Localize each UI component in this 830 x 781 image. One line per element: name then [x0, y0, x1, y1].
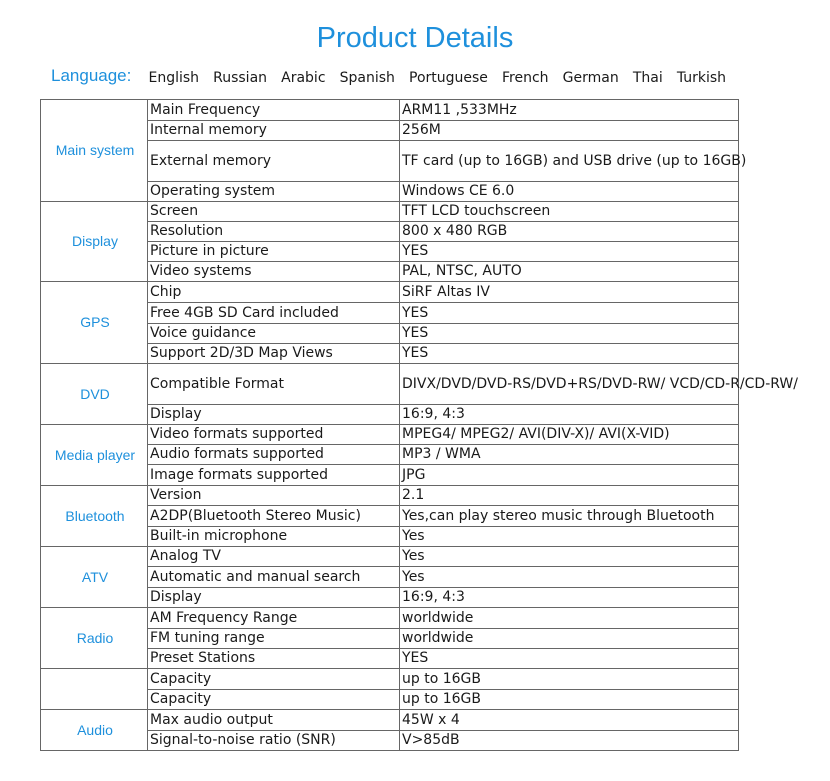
feature-cell: Video systems [148, 262, 400, 282]
value-cell: 2.1 [400, 486, 739, 506]
feature-cell: Capacity [148, 690, 400, 710]
value-cell: Windows CE 6.0 [400, 182, 739, 202]
value-cell: PAL, NTSC, AUTO [400, 262, 739, 282]
feature-cell: Audio formats supported [148, 445, 400, 465]
category-gps: GPS [41, 282, 148, 364]
feature-cell: AM Frequency Range [148, 608, 400, 629]
value-cell: Yes [400, 547, 739, 567]
feature-cell: A2DP(Bluetooth Stereo Music) [148, 506, 400, 527]
language-item: Spanish [339, 70, 395, 86]
table-row [41, 710, 739, 731]
feature-cell: Image formats supported [148, 465, 400, 486]
value-cell: worldwide [400, 608, 739, 629]
language-item: French [502, 70, 549, 86]
category-dvd: DVD [41, 364, 148, 425]
value-cell: YES [400, 344, 739, 364]
value-cell: V>85dB [400, 731, 739, 751]
feature-cell: Compatible Format [148, 364, 400, 405]
category-media-player: Media player [41, 425, 148, 486]
feature-cell: Voice guidance [148, 324, 400, 344]
value-cell: MPEG4/ MPEG2/ AVI(DIV-X)/ AVI(X-VID) [400, 425, 739, 445]
feature-cell: Analog TV [148, 547, 400, 567]
value-cell: YES [400, 649, 739, 669]
language-item: Portuguese [409, 70, 488, 86]
value-cell: YES [400, 242, 739, 262]
language-item: English [148, 70, 200, 86]
language-item: Turkish [676, 70, 727, 86]
value-cell: 45W x 4 [400, 710, 739, 731]
category-radio: Radio [41, 608, 148, 669]
value-cell: Yes [400, 527, 739, 547]
value-cell: Yes,can play stereo music through Bluetooth [400, 506, 739, 527]
feature-cell: Built-in microphone [148, 527, 400, 547]
value-cell: 256M [400, 121, 739, 141]
value-cell: ARM11 ,533MHz [400, 100, 739, 121]
table-row [41, 547, 739, 567]
category-display: Display [41, 202, 148, 282]
table-row [41, 425, 739, 445]
language-item: German [562, 70, 619, 86]
value-cell: YES [400, 303, 739, 324]
value-cell: up to 16GB [400, 669, 739, 690]
category-main-system: Main system [41, 100, 148, 202]
language-row [51, 66, 735, 90]
value-cell: 16:9, 4:3 [400, 405, 739, 425]
feature-cell: Automatic and manual search [148, 567, 400, 588]
language-item: Arabic [281, 70, 326, 86]
feature-cell: Max audio output [148, 710, 400, 731]
value-cell: YES [400, 324, 739, 344]
feature-cell: Internal memory [148, 121, 400, 141]
feature-cell: FM tuning range [148, 629, 400, 649]
value-cell: DIVX/DVD/DVD-RS/DVD+RS/DVD-RW/ VCD/CD-R/CD-RW/ [400, 364, 739, 405]
language-item: Russian [213, 70, 268, 86]
feature-cell: Resolution [148, 222, 400, 242]
feature-cell: Screen [148, 202, 400, 222]
feature-cell: External memory [148, 141, 400, 182]
value-cell: 800 x 480 RGB [400, 222, 739, 242]
value-cell: TF card (up to 16GB) and USB drive (up to 16GB) [400, 141, 739, 182]
table-row [41, 202, 739, 222]
table-row [41, 608, 739, 629]
feature-cell: Support 2D/3D Map Views [148, 344, 400, 364]
value-cell: 16:9, 4:3 [400, 588, 739, 608]
feature-cell: Preset Stations [148, 649, 400, 669]
table-row [41, 486, 739, 506]
language-label: Language: [51, 66, 132, 85]
feature-cell: Operating system [148, 182, 400, 202]
table-row [41, 282, 739, 303]
feature-cell: Version [148, 486, 400, 506]
table-row [41, 364, 739, 405]
feature-cell: Display [148, 588, 400, 608]
table-row [41, 669, 739, 690]
page-title: Product Details [316, 22, 514, 54]
feature-cell: Signal-to-noise ratio (SNR) [148, 731, 400, 751]
language-item: Thai [632, 70, 663, 86]
spec-table [40, 99, 798, 751]
category-atv: ATV [41, 547, 148, 608]
value-cell: Yes [400, 567, 739, 588]
value-cell: MP3 / WMA [400, 445, 739, 465]
category-audio: Audio [41, 710, 148, 751]
feature-cell: Free 4GB SD Card included [148, 303, 400, 324]
category-bluetooth: Bluetooth [41, 486, 148, 547]
feature-cell: Display [148, 405, 400, 425]
category-blank [41, 669, 148, 710]
value-cell: TFT LCD touchscreen [400, 202, 739, 222]
value-cell: worldwide [400, 629, 739, 649]
feature-cell: Capacity [148, 669, 400, 690]
feature-cell: Video formats supported [148, 425, 400, 445]
feature-cell: Main Frequency [148, 100, 400, 121]
value-cell: JPG [400, 465, 739, 486]
value-cell: up to 16GB [400, 690, 739, 710]
value-cell: SiRF Altas IV [400, 282, 739, 303]
feature-cell: Picture in picture [148, 242, 400, 262]
table-row [41, 100, 739, 121]
feature-cell: Chip [148, 282, 400, 303]
